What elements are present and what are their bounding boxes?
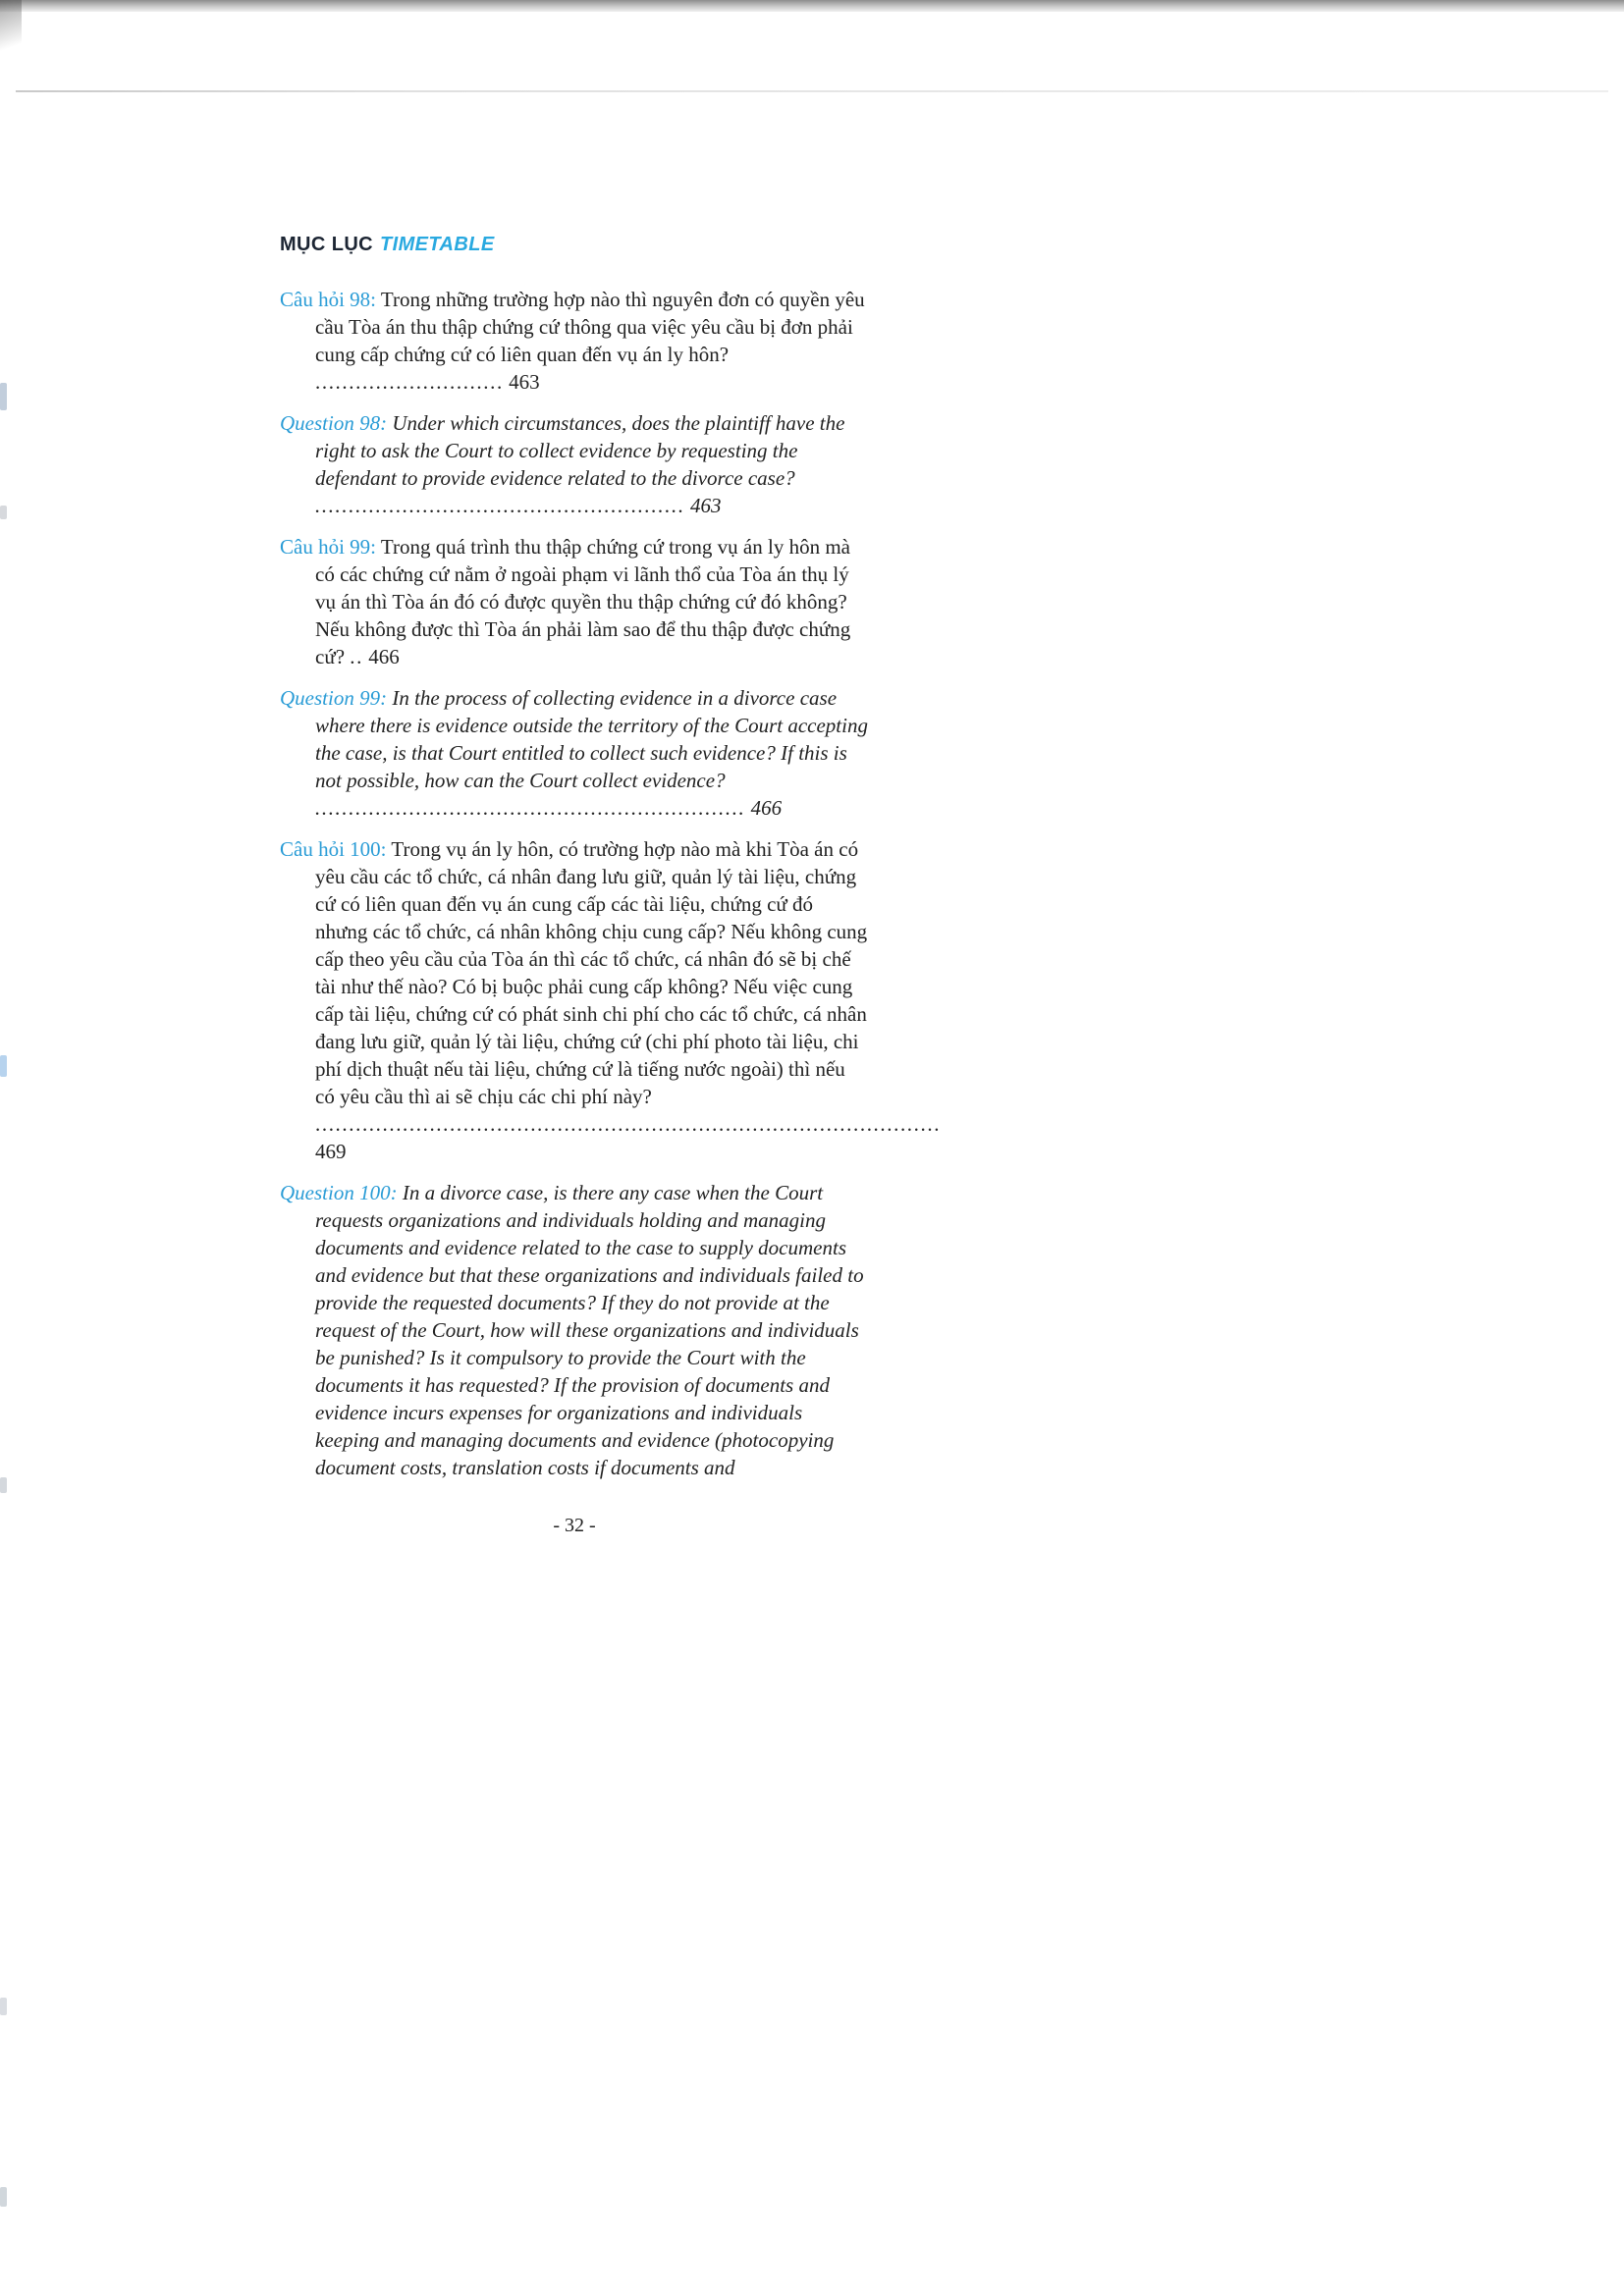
toc-entry-text: Trong những trường hợp nào thì nguyên đơn có quyền yêu cầu Tòa án thu thập chứng cứ thông qua việc yêu cầu bị đơn phải cung cấp chứng cứ có liên quan đến vụ án ly hôn? [315,288,865,366]
toc-entry-text: Trong vụ án ly hôn, có trường hợp nào mà khi Tòa án có yêu cầu các tổ chức, cá nhân đang lưu giữ, quản lý tài liệu, chứng cứ có liên quan đến vụ án cung cấp các tài liệu, chứng cứ đó nhưng các tổ chức, cá nhân không chịu cung cấp? Nếu không cung cấp theo yêu cầu của Tòa án thì các tổ chức, cá nhân đó sẽ bị chế tài như thế nào? Có bị buộc phải cung cấp không? Nếu việc cung cấp tài liệu, chứng cứ có phát sinh chi phí cho các tổ chức, cá nhân đang lưu giữ, quản lý tài liệu, chứng cứ (chi phí photo tài liệu, chi phí dịch thuật nếu tài liệu, chứng cứ là tiếng nước ngoài) thì nếu có yêu cầu thì ai sẽ chịu các chi phí này? [315,837,868,1108]
scan-artifact [0,383,7,410]
toc-dot-leader: ............................ [315,370,504,394]
scan-corner-shadow [0,0,22,61]
toc-entry-label: Câu hỏi 98: [280,288,376,311]
toc-entry-label: Question 99: [280,686,388,710]
toc-entry-cau-hoi-98 [280,286,869,396]
toc-entry-text: In a divorce case, is there any case when the Court requests organizations and individuals holding and managing documents and evidence related to the case to supply documents and evidence but that these organizations and individuals failed to provide the requested documents? If they do not provide at the request of the Court, how will these organizations and individuals be punished? Is it compulsory to provide the Court with the documents it has requested? If the provision of documents and evidence incurs expenses for organizations and individuals keeping and managing documents and evidence (photocopying document costs, translation costs if documents and [315,1181,864,1479]
toc-entry-label: Câu hỏi 99: [280,535,376,559]
footer-page-number: - 32 - [553,1515,596,1536]
page-header [280,234,869,256]
toc-entry-label: Question 100: [280,1181,398,1204]
scan-horizontal-line [16,90,1608,92]
toc-entry-cau-hoi-100 [280,835,942,1165]
toc-dot-leader: .. [350,645,363,668]
page-content [280,234,942,1537]
toc-page-number: 466 [750,796,783,820]
header-section-en: TIMETABLE [380,234,495,255]
toc-dot-leader: ............................................................................................. [315,1112,942,1136]
scan-artifact [0,1998,7,2015]
toc-entry-question-100 [280,1179,869,1481]
scan-top-edge [0,0,1624,12]
scan-artifact [0,2187,7,2207]
toc-entry-text: In the process of collecting evidence in a divorce case where there is evidence outside the territory of the Court accepting the case, is that Court entitled to collect such evidence? If this is not possible, how can the Court collect evidence? [315,686,868,792]
scan-artifact [0,1477,7,1493]
toc-dot-leader: ....................................................... [315,494,685,517]
toc-dot-leader: ................................................................ [315,796,746,820]
toc-entry-text: Trong quá trình thu thập chứng cứ trong vụ án ly hôn mà có các chứng cứ nằm ở ngoài phạm vi lãnh thổ của Tòa án thụ lý vụ án thì Tòa án đó có được quyền thu thập chứng cứ đó không? Nếu không được thì Tòa án phải làm sao để thu thập được chứng cứ? [315,535,851,668]
toc-page-number: 466 [368,645,400,668]
toc-page-number: 469 [315,1140,347,1163]
toc-entry-cau-hoi-99 [280,533,869,670]
toc-entry-label: Câu hỏi 100: [280,837,387,861]
toc-page-number: 463 [509,370,540,394]
toc-entry-question-98 [280,409,869,519]
toc-entry-question-99 [280,684,869,822]
toc-page-number: 463 [690,494,722,517]
toc-entry-label: Question 98: [280,411,388,435]
toc-entry-text: Under which circumstances, does the plaintiff have the right to ask the Court to collect evidence by requesting the defendant to provide evidence related to the divorce case? [315,411,845,490]
scan-artifact [0,1055,7,1077]
header-section-vi: MỤC LỤC [280,234,374,255]
scan-artifact [0,506,7,519]
